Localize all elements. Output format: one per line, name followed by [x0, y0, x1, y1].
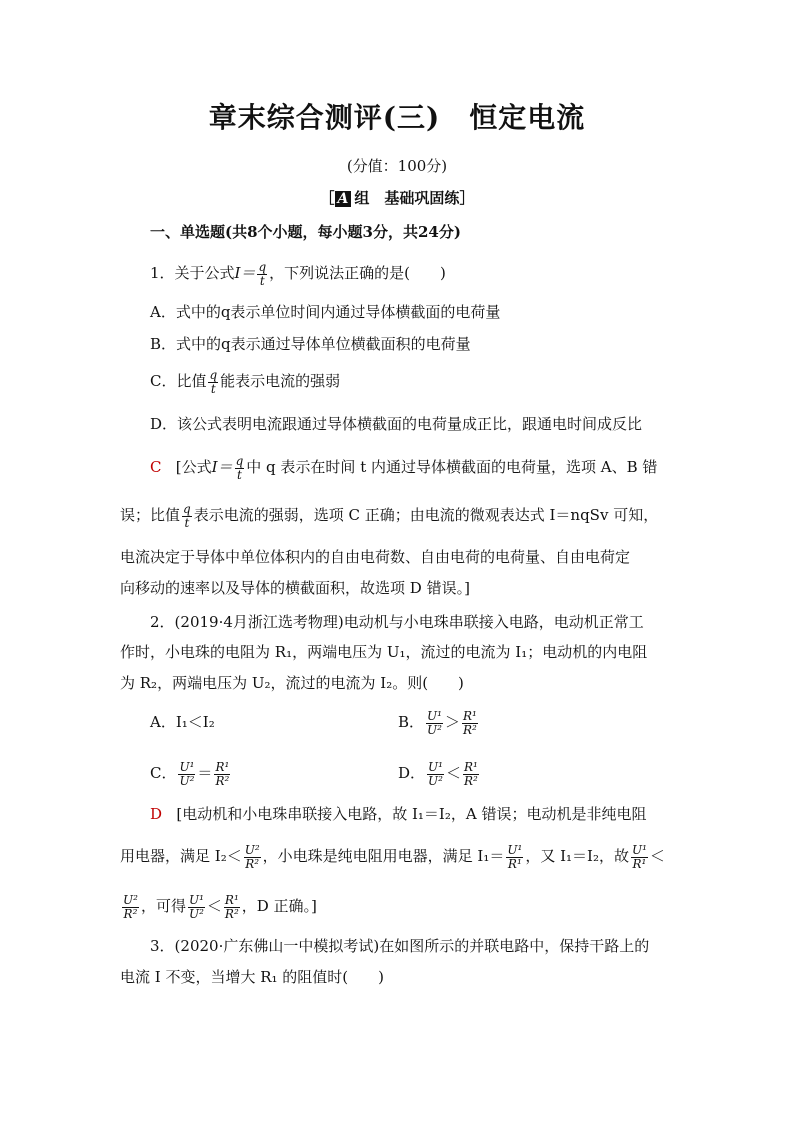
- frac-num: U¹: [427, 708, 442, 723]
- frac-num: R¹: [463, 759, 478, 774]
- q2-ans3-op: ＜: [206, 897, 222, 915]
- frac-den: t: [184, 515, 190, 530]
- frac-den: R²: [224, 906, 239, 921]
- q2-ans2-op: ＜: [649, 847, 665, 865]
- q2-ans3-frac-3: [224, 894, 240, 921]
- frac-num: U¹: [179, 759, 195, 774]
- bracket-open: ［: [319, 189, 335, 207]
- q2-answer-line-1: [150, 804, 646, 824]
- frac-num: U¹: [631, 842, 647, 857]
- frac-den: U²: [188, 906, 204, 921]
- frac-den: U²: [428, 773, 443, 788]
- q2-stem-line-2: 作时，小电珠的电阻为 R₁，两端电压为 U₁，流过的电流为 I₁；电动机的内电阻: [120, 643, 648, 661]
- frac-num: q: [258, 259, 267, 274]
- q2-optb-frac-u: [426, 710, 443, 737]
- q2-ans3-frac-2: [188, 894, 205, 921]
- section-heading: 一、单选题(共8个小题，每小题3分，共24分): [150, 223, 461, 241]
- q1-answer-letter: C: [150, 458, 162, 476]
- q1-ans-fraction: [235, 455, 245, 482]
- q1-ans2-fraction: [182, 503, 192, 530]
- frac-num: R¹: [215, 759, 230, 774]
- q2-optd-frac-u: [427, 761, 444, 788]
- frac-num: U¹: [428, 759, 443, 774]
- q1-optc-text: C．比值: [150, 372, 207, 390]
- q2-answer-line-2: [120, 836, 665, 876]
- q2-ans2-text-2: ，小电珠是纯电阻用电器，满足 I₁＝: [262, 847, 505, 865]
- q1-ans-text-2: 中 q 表示在时间 t 内通过导体横截面的电荷量，选项 A、B 错: [246, 458, 658, 476]
- q1-optc-text-2: 能表示电流的强弱: [220, 372, 341, 390]
- frac-num: R¹: [462, 708, 477, 723]
- frac-den: U²: [179, 773, 195, 788]
- q2-ans1-text: [电动机和小电珠串联接入电路，故 I₁＝I₂，A 错误；电动机是非纯电阻: [176, 805, 647, 823]
- q2-optc-op: ＝: [197, 764, 213, 782]
- frac-den: R²: [463, 773, 478, 788]
- score-line: (分值：100分): [346, 157, 448, 175]
- q2-ans2-frac-1: [244, 844, 261, 871]
- q2-stem-line-3: 为 R₂，两端电压为 U₂，流过的电流为 I₂。则( ): [120, 674, 464, 692]
- q2-option-c: [150, 753, 232, 793]
- q1-answer-line-4: 向移动的速率以及导体的横截面积，故选项 D 错误。]: [120, 579, 470, 597]
- q2-ans2-text-3: ，又 I₁＝I₂，故: [525, 847, 629, 865]
- q2-optd-label: D．: [398, 764, 426, 782]
- group-badge: A: [335, 191, 352, 207]
- frac-num: q: [235, 453, 244, 468]
- q2-optb-op: ＞: [444, 713, 460, 731]
- frac-den: R²: [245, 856, 260, 871]
- frac-num: U¹: [188, 892, 204, 907]
- page-title: 章末综合测评(三) 恒定电流: [208, 101, 586, 134]
- q2-ans3-frac-1: [122, 894, 139, 921]
- q2-option-b: [398, 702, 480, 742]
- q1-stem: [150, 258, 446, 288]
- q2-ans3-text: ，可得: [140, 897, 186, 915]
- q2-optb-frac-r: [462, 710, 478, 737]
- q1-answer-line-2: [120, 500, 658, 530]
- q3-stem-line-2: 电流 I 不变，当增大 R₁ 的阻值时( ): [120, 968, 385, 986]
- frac-num: U¹: [507, 842, 523, 857]
- frac-den: R²: [123, 906, 138, 921]
- frac-den: U²: [427, 722, 442, 737]
- q1-stem-text: 1．关于公式: [150, 264, 235, 282]
- q2-optd-frac-r: [463, 761, 479, 788]
- frac-num: q: [183, 501, 191, 516]
- q1-ans-formula: I＝: [211, 458, 233, 476]
- q1-option-b: B．式中的q表示通过导体单位横截面积的电荷量: [150, 335, 471, 353]
- q2-optd-op: ＜: [445, 764, 461, 782]
- frac-den: t: [259, 273, 265, 288]
- frac-num: U²: [123, 892, 138, 907]
- q2-answer-line-3: [120, 886, 317, 926]
- group-header: [0, 188, 794, 208]
- frac-den: R¹: [632, 856, 647, 871]
- q2-optb-label: B．: [398, 713, 425, 731]
- q1-option-d: D．该公式表明电流跟通过导体横截面的电荷量成正比，跟通电时间成反比: [150, 415, 643, 433]
- q1-ans-text: [公式: [175, 458, 212, 476]
- q1-option-c: [150, 366, 340, 396]
- frac-den: R²: [215, 773, 230, 788]
- frac-num: q: [209, 367, 218, 382]
- q1-answer-line-1: [150, 452, 657, 482]
- q1-formula-lhs: I＝: [234, 264, 256, 282]
- q2-optc-frac-u: [178, 761, 195, 788]
- q3-stem-line-1: 3．(2020·广东佛山一中模拟考试)在如图所示的并联电路中，保持干路上的: [150, 937, 650, 955]
- q2-option-a: A．I₁＜I₂: [150, 713, 215, 731]
- q1-fraction: [257, 261, 267, 288]
- frac-den: R²: [462, 722, 477, 737]
- q1-optc-fraction: [208, 369, 218, 396]
- q1-stem-text-2: ，下列说法正确的是( ): [269, 264, 446, 282]
- q1-option-a: A．式中的q表示单位时间内通过导体横截面的电荷量: [150, 303, 501, 321]
- bracket-close: ］: [459, 189, 475, 207]
- q1-ans2-text-2: 表示电流的强弱，选项 C 正确；由电流的微观表达式 I＝nqSv 可知，: [193, 506, 659, 524]
- frac-num: R¹: [224, 892, 239, 907]
- frac-den: t: [237, 467, 242, 482]
- q2-ans2-frac-3: [631, 844, 648, 871]
- q2-option-d: [398, 753, 481, 793]
- q2-optc-label: C．: [150, 764, 177, 782]
- q2-ans3-text-2: ，D 正确。]: [241, 897, 317, 915]
- group-label: 组 基础巩固练: [354, 189, 460, 207]
- q2-answer-letter: D: [150, 805, 163, 823]
- q1-answer-line-3: 电流决定于导体中单位体积内的自由电荷数、自由电荷的电荷量、自由电荷定: [120, 548, 631, 566]
- q2-ans2-frac-2: [506, 844, 523, 871]
- q1-ans2-text: 误；比值: [120, 506, 181, 524]
- q2-ans2-text: 用电器，满足 I₂＜: [120, 847, 242, 865]
- frac-den: R¹: [507, 856, 522, 871]
- frac-den: t: [210, 381, 216, 396]
- frac-num: U²: [244, 842, 260, 857]
- q2-stem-line-1: 2．(2019·4月浙江选考物理)电动机与小电珠串联接入电路，电动机正常工: [150, 613, 644, 631]
- q2-optc-frac-r: [214, 761, 230, 788]
